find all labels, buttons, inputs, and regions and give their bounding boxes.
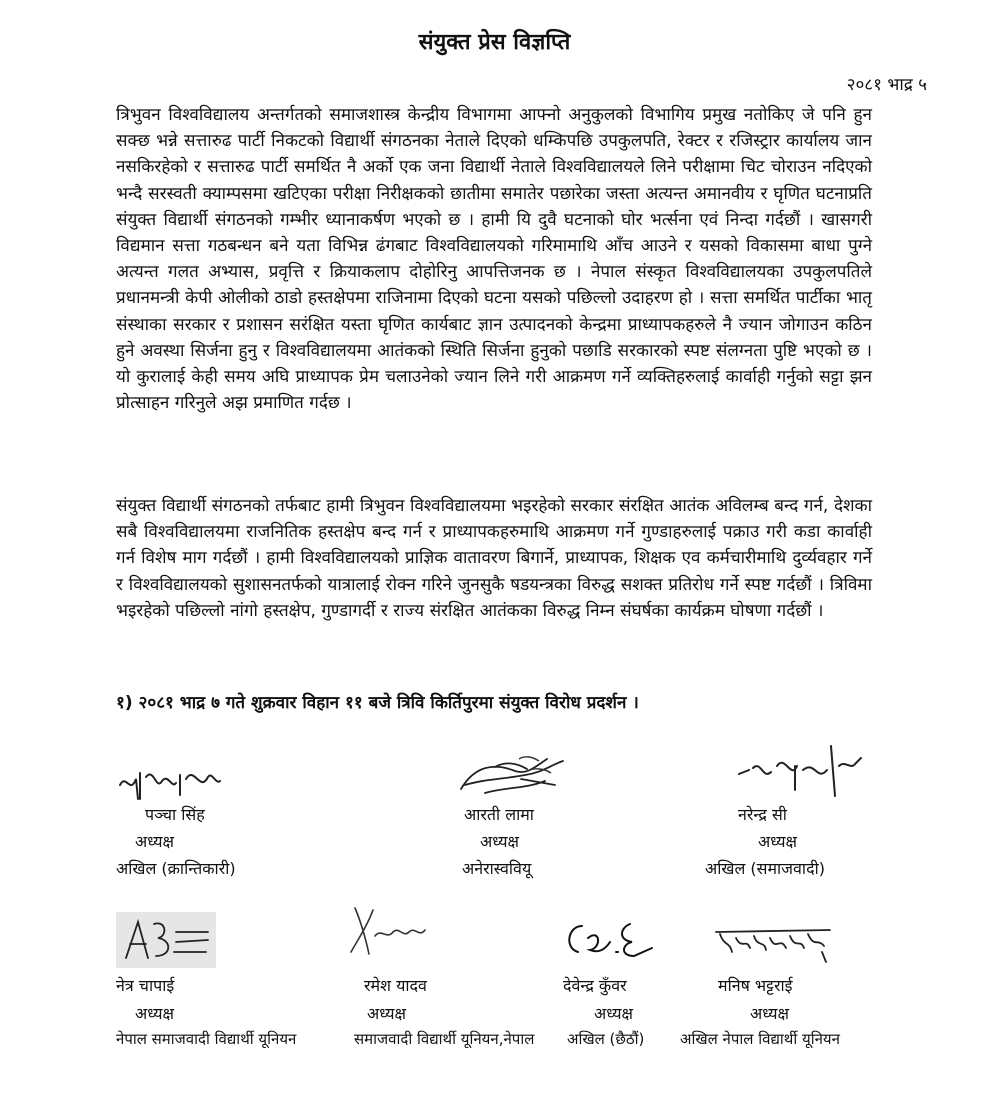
- body-paragraph-1: त्रिभुवन विश्वविद्यालय अन्तर्गतको समाजशास्त्र केन्द्रीय विभागमा आफ्नो अनुकुलको विभागिय प्रमुख नतोकिए जे पनि हुन सक्छ भन्ने सत्तारुढ पार्टी निकटको विद्यार्थी संगठनका नेताले दिएको धम्किपछि उपकुलपति, रेक्टर र रजिस्ट्रार कार्यालय जान नसकिरहेको र सत्तारुढ पार्टी समर्थित नै अर्को एक जना विद्यार्थी नेताले विश्वविद्यालयले लिने परीक्षामा चिट चोराउन नदिएको भन्दै सरस्वती क्याम्पसमा खटिएका परीक्षा निरीक्षकको छातीमा समातेर पछारेका जस्ता अत्यन्त अमानवीय र घृणित घटनाप्रति संयुक्त विद्यार्थी संगठनको गम्भीर ध्यानाकर्षण भएको छ । हामी यि दुवै घटनाको घोर भर्त्सना एवं निन्दा गर्दछौं । खासगरी विद्यमान सत्ता गठबन्धन बने यता विभिन्न ढंगबाट विश्वविद्यालयको गरिमामाथि आँच आउने र यसको विकासमा बाधा पुग्ने अत्यन्त गलत अभ्यास, प्रवृत्ति र क्रियाकलाप दोहोरिनु आपत्तिजनक छ । नेपाल संस्कृत विश्वविद्यालयका उपकुलपतिले प्रधानमन्त्री केपी ओलीको ठाडो हस्तक्षेपमा राजिनामा दिएको घटना यसको पछिल्लो उदाहरण हो । सत्ता समर्थित पार्टीका भातृ संस्थाका सरकार र प्रशासन सरंक्षित यस्ता घृणित कार्यबाट ज्ञान उत्पादनको केन्द्रमा प्राध्यापकहरुले नै ज्यान जोगाउन कठिन हुने अवस्था सिर्जना हुनु र विश्वविद्यालयमा आतंकको स्थिति सिर्जना हुनुको पछाडि सरकारको स्पष्ट संलग्नता पुष्टि भएको छ । यो कुरालाई केही समय अघि प्राध्यापक प्रेम चलाउनेको ज्यान लिने गरी आक्रमण गर्ने व्यक्तिहरुलाई कार्वाही गर्नुको सट्टा झन प्रोत्साहन गरिनुले अझ प्रमाणित गर्दछ ।: [116, 105, 872, 414]
- signature-manish-bhattarai: [712, 922, 837, 966]
- signature-devendra-kunwar: [560, 918, 660, 962]
- signature-aarti-lama: [455, 745, 570, 803]
- signatory-7-position: अध्यक्ष: [750, 1004, 789, 1023]
- signatory-4-name: नेत्र चापाई: [116, 976, 175, 995]
- signatory-6-position: अध्यक्ष: [594, 1004, 633, 1023]
- signatory-4-organization: नेपाल समाजवादी विद्यार्थी यूनियन: [116, 1030, 297, 1048]
- signatory-5-name: रमेश यादव: [364, 976, 427, 995]
- signatory-2-organization: अनेरास्ववियू: [462, 859, 532, 878]
- signature-ramesh-yadav: [345, 902, 435, 964]
- program-announcement: १) २०८१ भाद्र ७ गते शुक्रवार विहान ११ बजे त्रिवि किर्तिपुरमा संयुक्त विरोध प्रदर्शन ।: [116, 693, 639, 713]
- signatory-5-organization: समाजवादी विद्यार्थी यूनियन,नेपाल: [354, 1030, 535, 1048]
- signatory-4-position: अध्यक्ष: [135, 1004, 174, 1023]
- signatory-5-position: अध्यक्ष: [367, 1004, 406, 1023]
- document-title: संयुक्त प्रेस विज्ञप्ति: [418, 30, 571, 55]
- signatory-1-organization: अखिल (क्रान्तिकारी): [116, 859, 236, 878]
- signatory-2-name: आरती लामा: [464, 805, 534, 824]
- signatory-1-name: पञ्चा सिंह: [145, 805, 205, 824]
- signatory-7-name: मनिष भट्टराई: [718, 976, 793, 995]
- body-paragraph-2: संयुक्त विद्यार्थी संगठनको तर्फबाट हामी त्रिभुवन विश्वविद्यालयमा भइरहेको सरकार संरक्षित आतंक अविलम्ब बन्द गर्न, देशका सबै विश्वविद्यालयमा राजनितिक हस्तक्षेप बन्द गर्न र प्राध्यापकहरुमाथि आक्रमण गर्ने गुण्डाहरुलाई पक्राउ गरी कडा कार्वाही गर्न विशेष माग गर्दछौं । हामी विश्वविद्यालयको प्राज्ञिक वातावरण बिगार्ने, प्राध्यापक, शिक्षक एव कर्मचारीमाथि दुर्व्यवहार गर्ने र विश्वविद्यालयको सुशासनतर्फको यात्रालाई रोक्न गरिने जुनसुकै षडयन्त्रका विरुद्ध सशक्त प्रतिरोध गर्ने स्पष्ट गर्दछौं । त्रिविमा भइरहेको पछिल्लो नांगो हस्तक्षेप, गुण्डागर्दी र राज्य संरक्षित आतंकका विरुद्ध निम्न संघर्षका कार्यक्रम घोषणा गर्दछौं ।: [116, 496, 872, 621]
- signatory-1-position: अध्यक्ष: [135, 832, 174, 851]
- signatory-3-position: अध्यक्ष: [758, 832, 797, 851]
- signatory-6-name: देवेन्द्र कुँवर: [563, 976, 627, 995]
- signatory-7-organization: अखिल नेपाल विद्यार्थी यूनियन: [680, 1030, 840, 1048]
- signatory-3-name: नरेन्द्र सी: [738, 805, 787, 824]
- signatory-6-organization: अखिल (छैठौं): [567, 1030, 645, 1048]
- signature-narendra-si: [735, 740, 865, 805]
- signatory-3-organization: अखिल (समाजवादी): [705, 859, 825, 878]
- document-date: २०८१ भाद्र ५: [846, 75, 927, 95]
- signature-netra-chapai: [116, 912, 216, 968]
- signature-panch-singh: [116, 755, 226, 807]
- signatory-2-position: अध्यक्ष: [480, 832, 519, 851]
